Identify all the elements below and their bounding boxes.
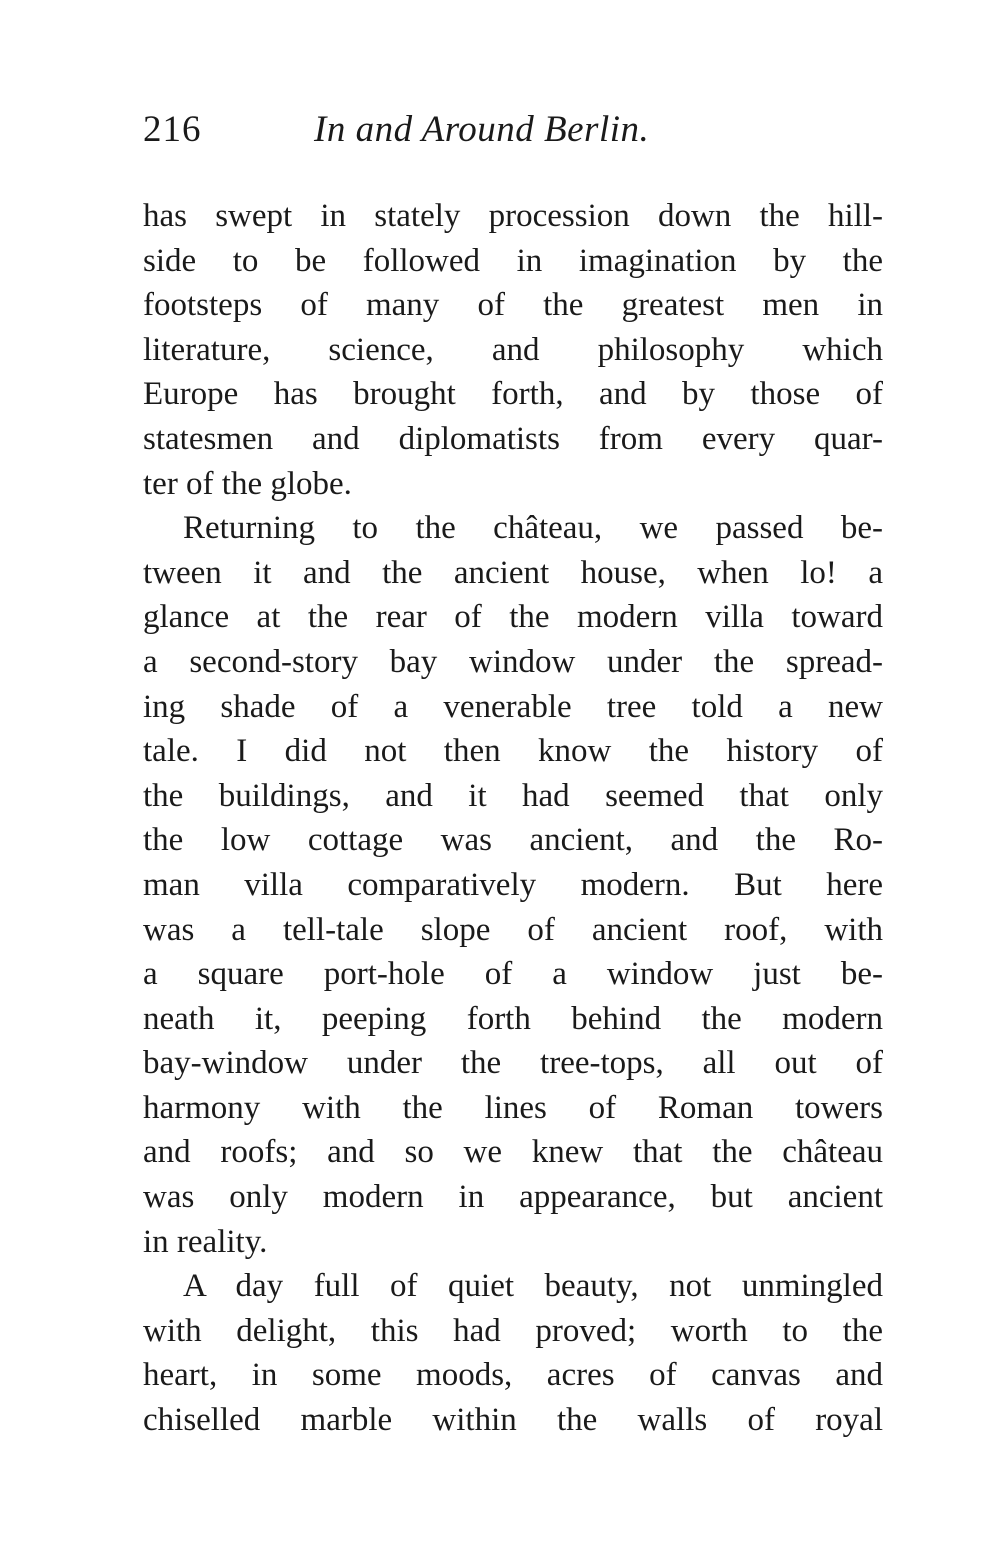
text-line: was only modern in appearance, but ancient: [143, 1179, 883, 1216]
text-line: the low cottage was ancient, and the Ro-: [143, 822, 883, 859]
text-line: was a tell-tale slope of ancient roof, with: [143, 911, 883, 948]
paragraph-2: [143, 506, 883, 1264]
text-line: glance at the rear of the modern villa toward: [143, 599, 883, 636]
text-line: literature, science, and philosophy which: [143, 331, 883, 368]
text-line: neath it, peeping forth behind the modern: [143, 1000, 883, 1037]
text-line: and roofs; and so we knew that the château: [143, 1134, 883, 1171]
text-line: heart, in some moods, acres of canvas and: [143, 1357, 883, 1394]
paragraph-3: [143, 1264, 883, 1442]
text-line: a second-story bay window under the spread-: [143, 643, 883, 680]
paragraph-1: [143, 194, 883, 506]
text-line: with delight, this had proved; worth to the: [143, 1312, 883, 1349]
body-text: [143, 194, 883, 1443]
text-line: bay-window under the tree-tops, all out of: [143, 1045, 883, 1082]
text-line: Returning to the château, we passed be-: [183, 510, 883, 547]
text-line: a square port-hole of a window just be-: [143, 956, 883, 993]
text-line: footsteps of many of the greatest men in: [143, 287, 883, 324]
text-line: man villa comparatively modern. But here: [143, 866, 883, 903]
text-line: in reality.: [143, 1223, 268, 1260]
text-line: has swept in stately procession down the hill-: [143, 198, 883, 234]
text-line: Europe has brought forth, and by those of: [143, 376, 883, 413]
text-line: statesmen and diplomatists from every quar-: [143, 420, 883, 457]
text-line: ter of the globe.: [143, 465, 352, 502]
text-line: the buildings, and it had seemed that only: [143, 777, 883, 814]
text-line: side to be followed in imagination by the: [143, 242, 883, 279]
text-line: ing shade of a venerable tree told a new: [143, 688, 883, 725]
text-line: chiselled marble within the walls of royal: [143, 1402, 883, 1439]
text-line: harmony with the lines of Roman towers: [143, 1089, 883, 1126]
page-header: [143, 108, 883, 152]
text-line: A day full of quiet beauty, not unmingled: [183, 1268, 883, 1305]
text-line: tween it and the ancient house, when lo! a: [143, 554, 883, 591]
page-number: 216: [143, 109, 202, 150]
text-line: tale. I did not then know the history of: [143, 733, 883, 770]
running-title: In and Around Berlin.: [314, 109, 650, 150]
